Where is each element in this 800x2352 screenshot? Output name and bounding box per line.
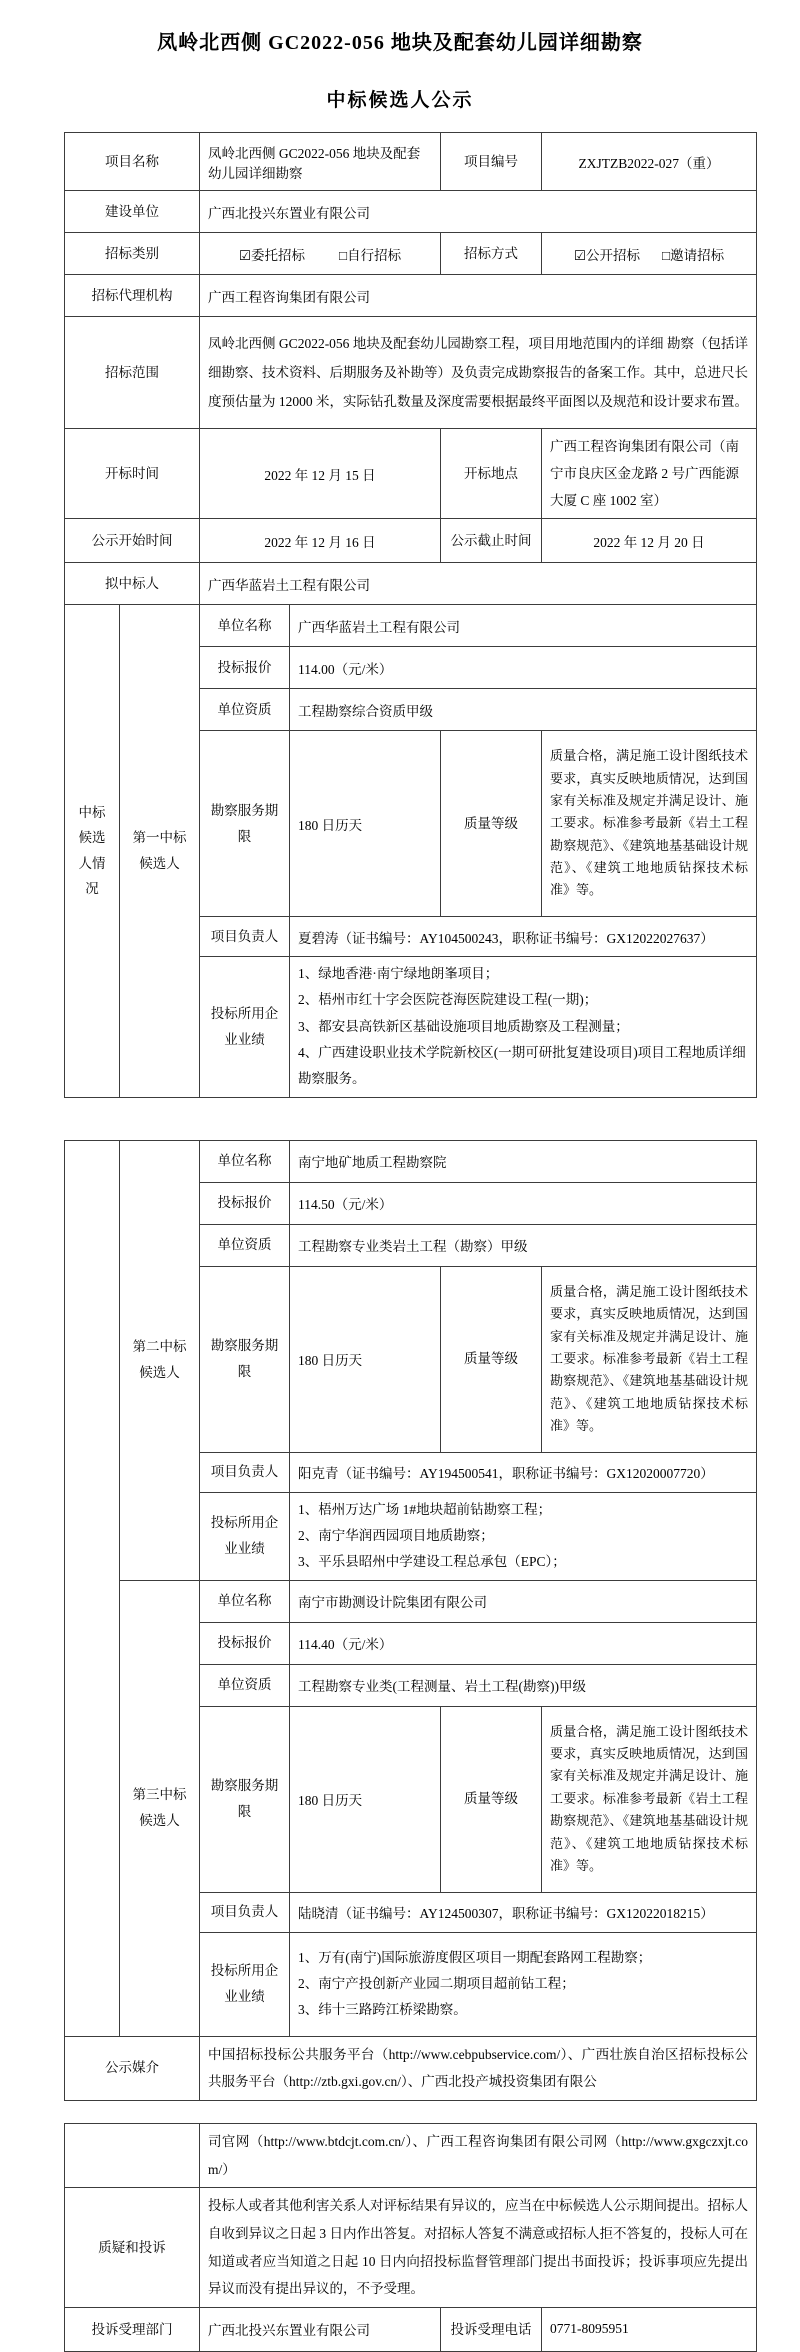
candidate1-achievements-label: 投标所用企业业绩 bbox=[200, 957, 290, 1098]
complaint-dept-value: 广西北投兴东置业有限公司 bbox=[200, 2307, 441, 2351]
scope-label: 招标范围 bbox=[65, 317, 200, 429]
media-value-part2: 司官网（http://www.btdcjt.com.cn/）、广西工程咨询集团有限公司网（http://www.gxgczxjt.com/） bbox=[200, 2123, 757, 2187]
row-complaint bbox=[65, 2307, 757, 2351]
candidate3-manager-label: 项目负责人 bbox=[200, 1892, 290, 1932]
row-proposed-winner bbox=[65, 563, 757, 605]
announcement-table-part1 bbox=[64, 132, 757, 1098]
candidate1-quality-grade-value: 质量合格，满足施工设计图纸技术要求，真实反映地质情况，达到国家有关标准及规定并满足设计、施工要求。标准参考最新《岩土工程勘察规范》、《建筑地基基础设计规范》、《建筑工地地质钻探技术标准》等。 bbox=[542, 731, 757, 917]
bid-method-options bbox=[542, 233, 757, 275]
candidate3-achievements-value bbox=[290, 1932, 757, 2036]
candidates-section-label: 中标候选人情况 bbox=[65, 605, 120, 1098]
row-candidate3-unit-name bbox=[65, 1580, 757, 1622]
row-open-time bbox=[65, 429, 757, 519]
candidate3-price-value: 114.40（元/米） bbox=[290, 1622, 757, 1664]
candidate3-service-period-value: 180 日历天 bbox=[290, 1706, 441, 1892]
publicity-start-value: 2022 年 12 月 16 日 bbox=[200, 519, 441, 563]
candidate3-unit-name-label: 单位名称 bbox=[200, 1580, 290, 1622]
candidate3-unit-name-value: 南宁市勘测设计院集团有限公司 bbox=[290, 1580, 757, 1622]
publicity-end-label: 公示截止时间 bbox=[441, 519, 542, 563]
candidate1-achievement-2: 2、梧州市红十字会医院苍海医院建设工程(一期)； bbox=[298, 992, 598, 1008]
row-media bbox=[65, 2036, 757, 2100]
objection-label: 质疑和投诉 bbox=[65, 2188, 200, 2308]
agency-value: 广西工程咨询集团有限公司 bbox=[200, 275, 757, 317]
candidate2-price-value: 114.50（元/米） bbox=[290, 1182, 757, 1224]
candidate2-achievements-value bbox=[290, 1492, 757, 1580]
announcement-table-part3 bbox=[64, 2123, 757, 2352]
candidate1-achievements-value bbox=[290, 957, 757, 1098]
candidate1-manager-value: 夏碧涛（证书编号：AY104500243，职称证书编号：GX12022027637） bbox=[290, 917, 757, 957]
row-project-name bbox=[65, 133, 757, 191]
open-time-label: 开标时间 bbox=[65, 429, 200, 519]
complaint-phone-label: 投诉受理电话 bbox=[441, 2307, 542, 2351]
objection-value: 投标人或者其他利害关系人对评标结果有异议的，应当在中标候选人公示期间提出。招标人自收到异议之日起 3 日内作出答复。对招标人答复不满意或招标人拒不答复的，投标人可在知道或者应当知道之日起 10 日内向招投标监督管理部门提出书面投诉；投诉事项应先提出异议而没有提出异议的，不予受理。 bbox=[200, 2188, 757, 2308]
media-value-part1: 中国招标投标公共服务平台（http://www.cebpubservice.com/）、广西壮族自治区招标投标公共服务平台（http://ztb.gxi.gov.cn/）、广西北投产城投资集团有限公 bbox=[200, 2036, 757, 2100]
document-header bbox=[0, 0, 800, 112]
owner-label: 建设单位 bbox=[65, 191, 200, 233]
candidate2-manager-label: 项目负责人 bbox=[200, 1452, 290, 1492]
candidate3-price-label: 投标报价 bbox=[200, 1622, 290, 1664]
proposed-winner-value: 广西华蓝岩土工程有限公司 bbox=[200, 563, 757, 605]
candidate1-price-label: 投标报价 bbox=[200, 647, 290, 689]
candidate2-achievement-1: 1、梧州万达广场 1#地块超前钻勘察工程； bbox=[298, 1501, 552, 1517]
candidate1-achievement-4: 4、广西建设职业技术学院新校区(一期可研批复建设项目)项目工程地质详细勘察服务。 bbox=[298, 1044, 746, 1087]
open-place-label: 开标地点 bbox=[441, 429, 542, 519]
row-scope bbox=[65, 317, 757, 429]
project-name-label: 项目名称 bbox=[65, 133, 200, 191]
row-candidate2-unit-name bbox=[65, 1140, 757, 1182]
row-bid-category bbox=[65, 233, 757, 275]
candidate2-qualification-label: 单位资质 bbox=[200, 1224, 290, 1266]
publicity-end-value: 2022 年 12 月 20 日 bbox=[542, 519, 757, 563]
publicity-start-label: 公示开始时间 bbox=[65, 519, 200, 563]
row-publicity-period bbox=[65, 519, 757, 563]
media-label: 公示媒介 bbox=[65, 2036, 200, 2100]
bid-category-options bbox=[200, 233, 441, 275]
candidate2-manager-value: 阳克青（证书编号：AY194500541，职称证书编号：GX12020007720） bbox=[290, 1452, 757, 1492]
checkbox-self-bidding-unchecked: □自行招标 bbox=[338, 247, 402, 263]
candidate1-service-period-label: 勘察服务期限 bbox=[200, 731, 290, 917]
project-name-value: 凤岭北西侧 GC2022-056 地块及配套幼儿园详细勘察 bbox=[200, 133, 441, 191]
row-objection bbox=[65, 2188, 757, 2308]
candidate2-quality-grade-label: 质量等级 bbox=[441, 1266, 542, 1452]
candidate2-rank-label: 第二中标候选人 bbox=[120, 1140, 200, 1580]
row-media-continuation bbox=[65, 2123, 757, 2187]
candidate1-price-value: 114.00（元/米） bbox=[290, 647, 757, 689]
candidate1-achievement-1: 1、绿地香港·南宁绿地朗峯项目； bbox=[298, 966, 499, 981]
open-time-value: 2022 年 12 月 15 日 bbox=[200, 429, 441, 519]
candidate2-achievement-3: 3、平乐县昭州中学建设工程总承包（EPC）； bbox=[298, 1554, 566, 1570]
candidates-section-continuation-cell bbox=[65, 1140, 120, 2036]
candidate2-service-period-label: 勘察服务期限 bbox=[200, 1266, 290, 1452]
candidate2-achievement-2: 2、南宁华润西园项目地质勘察； bbox=[298, 1527, 494, 1543]
candidate1-unit-name-value: 广西华蓝岩土工程有限公司 bbox=[290, 605, 757, 647]
candidate1-qualification-value: 工程勘察综合资质甲级 bbox=[290, 689, 757, 731]
open-place-value: 广西工程咨询集团有限公司（南宁市良庆区金龙路 2 号广西能源大厦 C 座 1002 室） bbox=[542, 429, 757, 519]
candidate3-rank-label: 第三中标候选人 bbox=[120, 1580, 200, 2036]
document-subtitle: 中标候选人公示 bbox=[326, 90, 474, 111]
candidate1-manager-label: 项目负责人 bbox=[200, 917, 290, 957]
candidate1-rank-label: 第一中标候选人 bbox=[120, 605, 200, 1098]
candidate1-service-period-value: 180 日历天 bbox=[290, 731, 441, 917]
project-no-label: 项目编号 bbox=[441, 133, 542, 191]
candidate1-achievement-3: 3、都安县高铁新区基础设施项目地质勘察及工程测量； bbox=[298, 1018, 629, 1034]
proposed-winner-label: 拟中标人 bbox=[65, 563, 200, 605]
candidate3-achievement-1: 1、万有(南宁)国际旅游度假区项目一期配套路网工程勘察； bbox=[298, 1949, 652, 1965]
candidate3-achievements-label: 投标所用企业业绩 bbox=[200, 1932, 290, 2036]
row-candidate1-unit-name bbox=[65, 605, 757, 647]
candidate2-unit-name-value: 南宁地矿地质工程勘察院 bbox=[290, 1140, 757, 1182]
candidate3-quality-grade-value: 质量合格，满足施工设计图纸技术要求，真实反映地质情况，达到国家有关标准及规定并满足设计、施工要求。标准参考最新《岩土工程勘察规范》、《建筑地基基础设计规范》、《建筑工地地质钻探技术标准》等。 bbox=[542, 1706, 757, 1892]
bid-category-label: 招标类别 bbox=[65, 233, 200, 275]
row-agency bbox=[65, 275, 757, 317]
candidate2-quality-grade-value: 质量合格，满足施工设计图纸技术要求，真实反映地质情况，达到国家有关标准及规定并满足设计、施工要求。标准参考最新《岩土工程勘察规范》、《建筑地基基础设计规范》、《建筑工地地质钻探技术标准》等。 bbox=[542, 1266, 757, 1452]
complaint-dept-label: 投诉受理部门 bbox=[65, 2307, 200, 2351]
candidate2-price-label: 投标报价 bbox=[200, 1182, 290, 1224]
candidate3-achievement-3: 3、纬十三路跨江桥梁勘察。 bbox=[298, 2002, 467, 2018]
candidate1-unit-name-label: 单位名称 bbox=[200, 605, 290, 647]
candidate3-achievement-2: 2、南宁产投创新产业园二期项目超前钻工程； bbox=[298, 1975, 575, 1991]
candidate3-service-period-label: 勘察服务期限 bbox=[200, 1706, 290, 1892]
candidate3-qualification-label: 单位资质 bbox=[200, 1664, 290, 1706]
candidate2-qualification-value: 工程勘察专业类岩土工程（勘察）甲级 bbox=[290, 1224, 757, 1266]
checkbox-invited-bidding-unchecked: □邀请招标 bbox=[661, 247, 725, 263]
project-no-value: ZXJTZB2022-027（重） bbox=[542, 133, 757, 191]
document-title: 凤岭北西侧 GC2022-056 地块及配套幼儿园详细勘察 bbox=[157, 32, 643, 54]
bid-method-label: 招标方式 bbox=[441, 233, 542, 275]
complaint-phone-value: 0771-8095951 bbox=[542, 2307, 757, 2351]
media-continuation-label-cell bbox=[65, 2123, 200, 2187]
announcement-table-part2 bbox=[64, 1140, 757, 2101]
candidate1-quality-grade-label: 质量等级 bbox=[441, 731, 542, 917]
owner-value: 广西北投兴东置业有限公司 bbox=[200, 191, 757, 233]
candidate1-qualification-label: 单位资质 bbox=[200, 689, 290, 731]
candidate3-manager-value: 陆晓清（证书编号：AY124500307，职称证书编号：GX12022018215） bbox=[290, 1892, 757, 1932]
agency-label: 招标代理机构 bbox=[65, 275, 200, 317]
row-owner bbox=[65, 191, 757, 233]
checkbox-open-bidding-checked: ☑公开招标 bbox=[573, 247, 640, 263]
candidate3-quality-grade-label: 质量等级 bbox=[441, 1706, 542, 1892]
candidate2-service-period-value: 180 日历天 bbox=[290, 1266, 441, 1452]
candidate2-unit-name-label: 单位名称 bbox=[200, 1140, 290, 1182]
scope-value: 凤岭北西侧 GC2022-056 地块及配套幼儿园勘察工程，项目用地范围内的详细 勘察（包括详细勘察、技术资料、后期服务及补勘等）及负责完成勘察报告的备案工作。其中，总进尺长度预估量为 12000 米，实际钻孔数量及深度需要根据最终平面图以及规范和设计要求布置。 bbox=[200, 317, 757, 429]
checkbox-entrusted-bidding-checked: ☑委托招标 bbox=[238, 247, 305, 263]
candidate2-achievements-label: 投标所用企业业绩 bbox=[200, 1492, 290, 1580]
candidate3-qualification-value: 工程勘察专业类(工程测量、岩土工程(勘察))甲级 bbox=[290, 1664, 757, 1706]
